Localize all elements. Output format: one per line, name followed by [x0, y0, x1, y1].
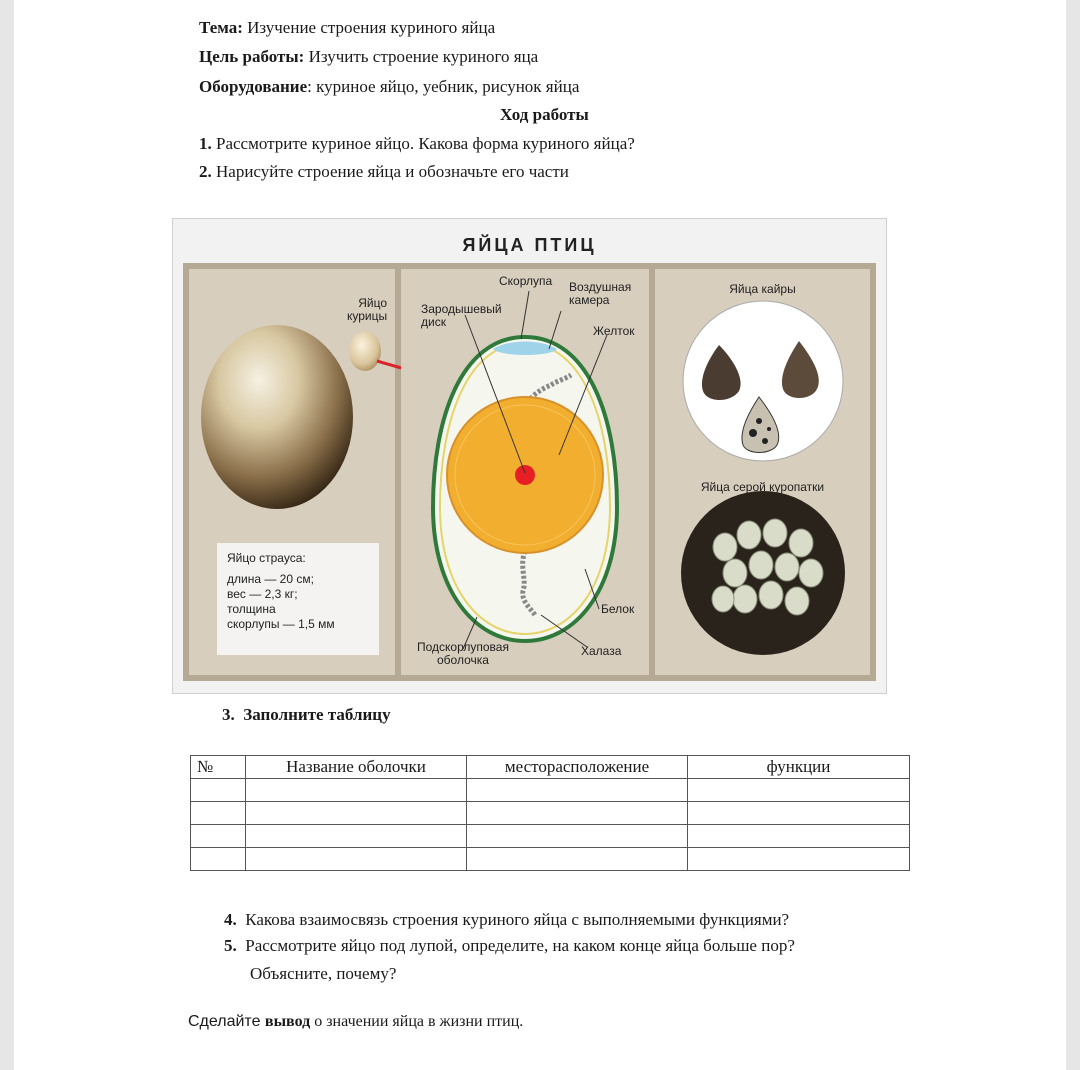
label-shell: Скорлупа: [499, 274, 553, 288]
topic-label: Тема:: [199, 18, 243, 37]
membranes-table: [190, 755, 910, 871]
partridge-eggs: [712, 519, 823, 615]
step-4-text: Какова взаимосвязь строения куриного яйца с выполняемыми функциями?: [245, 910, 790, 929]
procedure-title: Ход работы: [500, 105, 589, 124]
step-1-text: Рассмотрите куриное яйцо. Какова форма куриного яйца?: [211, 134, 635, 153]
label-yolk: Желток: [593, 324, 635, 338]
conclusion-line: [188, 1013, 523, 1031]
ostrich-egg: [201, 325, 353, 509]
goal-label: Цель работы:: [199, 47, 305, 66]
table-row: [191, 779, 910, 802]
goal-line: [199, 47, 538, 67]
step-5: [224, 936, 795, 956]
ostrich-info-box: [217, 543, 379, 655]
col-location: месторасположение: [467, 756, 688, 779]
ostrich-thickness-2: скорлупы — 1,5 мм: [227, 617, 335, 631]
col-membrane-name: Название оболочки: [246, 756, 467, 779]
germinal-disk: [515, 465, 535, 485]
conclusion-post: о значении яйца в жизни птиц.: [310, 1013, 524, 1030]
equipment-line: [199, 77, 579, 97]
other-eggs-illustration: [655, 269, 870, 675]
step-2-number: 2.: [199, 162, 212, 181]
step-4: [224, 910, 789, 930]
figure-frame: [183, 263, 876, 681]
step-2: [199, 162, 569, 182]
conclusion-bold: вывод: [264, 1013, 311, 1030]
topic-text: Изучение строения куриного яйца: [242, 18, 496, 37]
ostrich-weight: вес — 2,3 кг;: [227, 587, 298, 601]
panel-other-eggs: [655, 269, 870, 675]
label-shell-membrane: Подскорлуповая оболочка: [417, 640, 509, 667]
equipment-label: Оборудование: [199, 77, 308, 96]
label-air-chamber: Воздушная камера: [569, 280, 632, 307]
step-5-number: 5.: [224, 936, 237, 955]
ostrich-length: длина — 20 см;: [227, 572, 314, 586]
table-header-row: [191, 756, 910, 779]
label-chalaza: Халаза: [581, 644, 622, 658]
step-5-continuation: Объясните, почему?: [250, 964, 397, 983]
step-4-number: 4.: [224, 910, 237, 929]
worksheet-page: [14, 0, 1066, 1070]
ostrich-info-title: Яйцо страуса:: [227, 551, 306, 565]
step-3: [222, 705, 391, 725]
label-partridge-eggs: Яйца серой куропатки: [700, 480, 825, 494]
step-1-number: 1.: [199, 134, 212, 153]
ostrich-thickness-1: толщина: [227, 602, 276, 616]
hen-egg-label: Яйцо курицы: [347, 296, 388, 323]
col-functions: функции: [688, 756, 910, 779]
table-row: [191, 825, 910, 848]
label-germinal-disk: Зародышевый диск: [421, 302, 502, 329]
topic-line: [199, 18, 495, 38]
step-3-number: 3.: [222, 705, 235, 724]
step-2-text: Нарисуйте строение яйца и обозначьте его части: [211, 162, 569, 181]
figure-title: ЯЙЦА ПТИЦ: [462, 235, 597, 255]
col-number: №: [191, 756, 246, 779]
table-row: [191, 848, 910, 871]
bird-eggs-figure: [172, 218, 887, 694]
panel-egg-sizes: [189, 269, 395, 675]
step-5-text: Рассмотрите яйцо под лупой, определите, на каком конце яйца больше пор?: [245, 936, 795, 955]
label-white: Белок: [601, 602, 635, 616]
table-row: [191, 802, 910, 825]
equipment-text: : куриное яйцо, уебник, рисунок яйца: [307, 77, 580, 96]
label-guillemot-eggs: Яйца кайры: [729, 282, 796, 296]
step-3-text: Заполните таблицу: [243, 705, 391, 724]
step-1: [199, 134, 635, 154]
panel-egg-structure: [401, 269, 649, 675]
conclusion-pre: Сделайте: [188, 1013, 265, 1030]
goal-text: Изучить строение куриного яца: [304, 47, 539, 66]
